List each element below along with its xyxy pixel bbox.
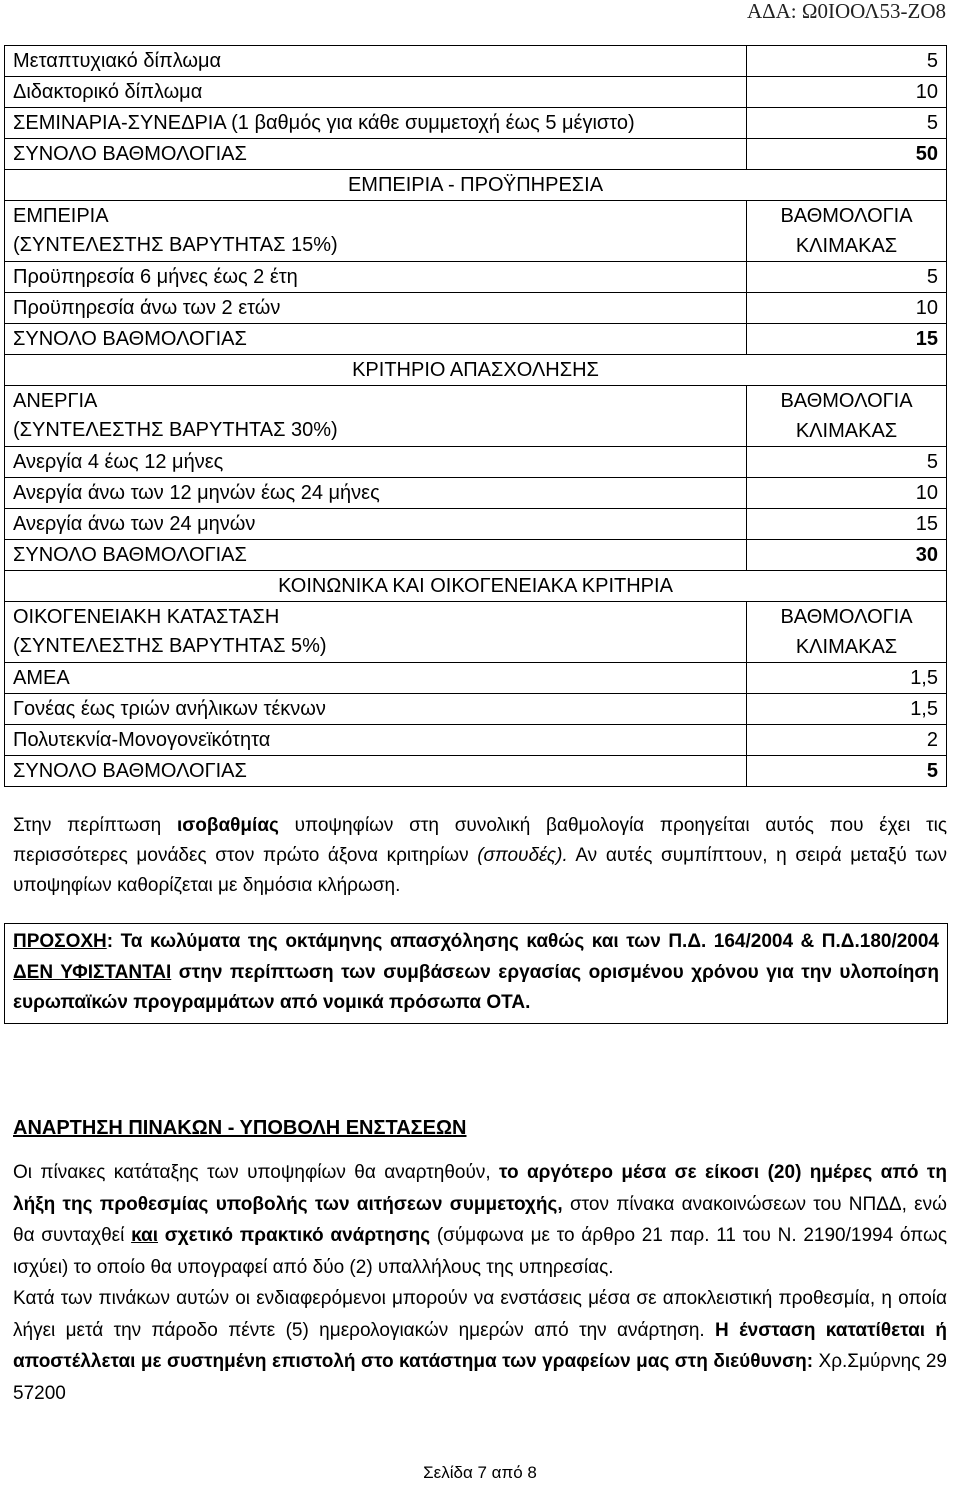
section-title: ΚΡΙΤΗΡΙΟ ΑΠΑΣΧΟΛΗΣΗΣ	[5, 355, 947, 386]
score-header-line: ΒΑΘΜΟΛΟΓΙΑ	[780, 205, 913, 227]
posting-bold-underlined: και	[131, 1225, 159, 1246]
row-label: Ανεργία άνω των 12 μηνών έως 24 μήνες	[5, 478, 747, 509]
posting-bold: σχετικό πρακτικό ανάρτησης	[164, 1225, 431, 1246]
row-value: 10	[747, 478, 947, 509]
tie-bold: ισοβαθμίας	[176, 815, 279, 836]
row-value: 1,5	[747, 663, 947, 694]
score-header-line: ΚΛΙΜΑΚΑΣ	[795, 420, 898, 442]
warning-text: : Τα κωλύματα της οκτάμηνης απασχόλησης καθώς και των Π.Δ. 164/2004 & Π.Δ.180/2004	[106, 931, 939, 952]
warning-box	[4, 923, 948, 1024]
subheader-line: ΟΙΚΟΓΕΝΕΙΑΚΗ ΚΑΤΑΣΤΑΣΗ	[13, 606, 280, 628]
posting-body	[13, 1157, 947, 1409]
posting-paragraph	[13, 1157, 947, 1283]
row-value: 15	[747, 509, 947, 540]
score-header-line: ΚΛΙΜΑΚΑΣ	[795, 235, 898, 257]
total-label: ΣΥΝΟΛΟ ΒΑΘΜΟΛΟΓΙΑΣ	[5, 139, 747, 170]
warning-label: ΠΡΟΣΟΧΗ	[13, 931, 107, 952]
row-value: 5	[747, 447, 947, 478]
posting-text	[158, 1225, 165, 1246]
posting-bold: το αργότερο μέσα σε είκοσι (20) ημέρες από τη λήξη της προθεσμίας υποβολής των αιτήσεων συμμετοχής,	[13, 1162, 947, 1215]
total-row	[5, 540, 947, 571]
row-label: Προϋπηρεσία 6 μήνες έως 2 έτη	[5, 262, 747, 293]
table-row	[5, 509, 947, 540]
section-title-row	[5, 170, 947, 201]
row-value: 5	[747, 262, 947, 293]
score-header-line: ΚΛΙΜΑΚΑΣ	[795, 636, 898, 658]
score-scale-header	[747, 201, 947, 262]
posting-text: Οι πίνακες κατάταξης των υποψηφίων θα αναρτηθούν,	[13, 1162, 500, 1183]
row-label: Ανεργία άνω των 24 μηνών	[5, 509, 747, 540]
subheader-line: ΑΝΕΡΓΙΑ	[13, 390, 98, 412]
total-row	[5, 324, 947, 355]
table-row	[5, 447, 947, 478]
table-row	[5, 46, 947, 77]
scoring-table	[4, 45, 947, 787]
warning-underlined: ΔΕΝ ΥΦΙΣΤΑΝΤΑΙ	[13, 961, 172, 983]
row-value: 10	[747, 293, 947, 324]
subheader-line: (ΣΥΝΤΕΛΕΣΤΗΣ ΒΑΡΥΤΗΤΑΣ 5%)	[13, 635, 327, 657]
total-label: ΣΥΝΟΛΟ ΒΑΘΜΟΛΟΓΙΑΣ	[5, 324, 747, 355]
score-header-line: ΒΑΘΜΟΛΟΓΙΑ	[780, 390, 913, 412]
subheader-line: (ΣΥΝΤΕΛΕΣΤΗΣ ΒΑΡΥΤΗΤΑΣ 30%)	[13, 419, 338, 441]
total-label: ΣΥΝΟΛΟ ΒΑΘΜΟΛΟΓΙΑΣ	[5, 756, 747, 787]
row-label: Γονέας έως τριών ανήλικων τέκνων	[5, 694, 747, 725]
row-value: 10	[747, 77, 947, 108]
section-title: ΚΟΙΝΩΝΙΚΑ ΚΑΙ ΟΙΚΟΓΕΝΕΙΑΚΑ ΚΡΙΤΗΡΙΑ	[5, 571, 947, 602]
subheader-label	[5, 386, 747, 447]
subheader-label	[5, 201, 747, 262]
posting-text: Χρ.Σμύρνης 29 57200	[13, 1351, 948, 1404]
score-header-line: ΒΑΘΜΟΛΟΓΙΑ	[780, 606, 913, 628]
subheader-line: ΕΜΠΕΙΡΙΑ	[13, 205, 109, 227]
table-row	[5, 293, 947, 324]
warning-text: στην περίπτωση των συμβάσεων εργασίας ορισμένου χρόνου για την υλοποίηση ευρωπαϊκών προγραμμάτων από νομικά πρόσωπα ΟΤΑ.	[13, 961, 939, 1013]
section-title-row	[5, 571, 947, 602]
tie-text: Στην περίπτωση	[13, 815, 177, 836]
subheader-row	[5, 386, 947, 447]
table-row	[5, 663, 947, 694]
row-label: Διδακτορικό δίπλωμα	[5, 77, 747, 108]
posting-paragraph	[13, 1283, 947, 1409]
table-row	[5, 725, 947, 756]
total-value: 15	[747, 324, 947, 355]
total-label: ΣΥΝΟΛΟ ΒΑΘΜΟΛΟΓΙΑΣ	[5, 540, 747, 571]
score-scale-header	[747, 602, 947, 663]
total-value: 50	[747, 139, 947, 170]
row-label: Προϋπηρεσία άνω των 2 ετών	[5, 293, 747, 324]
row-label: Μεταπτυχιακό δίπλωμα	[5, 46, 747, 77]
posting-text: στον πίνακα ανακοινώσεων του ΝΠΔΔ, ενώ θα συνταχθεί	[13, 1193, 947, 1246]
total-value: 30	[747, 540, 947, 571]
ada-code: ΑΔΑ: Ω0ΙΟΟΛ53-ΖΟ8	[746, 0, 946, 23]
page-number: Σελίδα 7 από 8	[423, 1463, 537, 1482]
table-row	[5, 108, 947, 139]
total-row	[5, 756, 947, 787]
row-value: 2	[747, 725, 947, 756]
row-label: Ανεργία 4 έως 12 μήνες	[5, 447, 747, 478]
subheader-row	[5, 201, 947, 262]
tie-italic: (σπουδές).	[477, 845, 568, 866]
tie-text: Αν αυτές συμπίπτουν, η σειρά μεταξύ των υποψηφίων καθορίζεται με δημόσια κλήρωση.	[13, 845, 947, 896]
row-value: 5	[747, 46, 947, 77]
table-row	[5, 77, 947, 108]
posting-text: Κατά των πινάκων αυτών οι ενδιαφερόμενοι μπορούν να ενστάσεις μέσα σε αποκλειστική προθεσμία, η οποία λήγει μετά την πάροδο πέντε (5) ημερολογιακών ημερών από την ανάρτηση.	[13, 1288, 947, 1341]
total-row	[5, 139, 947, 170]
row-value: 5	[747, 108, 947, 139]
tie-break-paragraph	[13, 811, 947, 901]
tie-text: υποψηφίων στη συνολική βαθμολογία προηγείται αυτός που έχει τις περισσότερες μονάδες στον πρώτο άξονα κριτηρίων	[13, 815, 947, 866]
subheader-row	[5, 602, 947, 663]
row-label: ΣΕΜΙΝΑΡΙΑ-ΣΥΝΕΔΡΙΑ (1 βαθμός για κάθε συμμετοχή έως 5 μέγιστο)	[5, 108, 747, 139]
table-row	[5, 262, 947, 293]
posting-text: (σύμφωνα με το άρθρο 21 παρ. 11 του Ν. 2190/1994 όπως ισχύει) το οποίο θα υπογραφεί από δύο (2) υπαλλήλους της υπηρεσίας.	[13, 1225, 948, 1278]
section-heading: ΑΝΑΡΤΗΣΗ ΠΙΝΑΚΩΝ - ΥΠΟΒΟΛΗ ΕΝΣΤΑΣΕΩΝ	[13, 1117, 467, 1139]
table-row	[5, 478, 947, 509]
table-row	[5, 694, 947, 725]
section-title-row	[5, 355, 947, 386]
section-title: ΕΜΠΕΙΡΙΑ - ΠΡΟΫΠΗΡΕΣΙΑ	[5, 170, 947, 201]
score-scale-header	[747, 386, 947, 447]
row-label: Πολυτεκνία-Μονογονεϊκότητα	[5, 725, 747, 756]
subheader-line: (ΣΥΝΤΕΛΕΣΤΗΣ ΒΑΡΥΤΗΤΑΣ 15%)	[13, 234, 338, 256]
posting-bold: Η ένσταση κατατίθεται ή αποστέλλεται με συστημένη επιστολή στο κατάστημα των γραφείων μας στη διεύθυνση:	[13, 1319, 947, 1372]
row-label: ΑΜΕΑ	[5, 663, 747, 694]
row-value: 1,5	[747, 694, 947, 725]
total-value: 5	[747, 756, 947, 787]
subheader-label	[5, 602, 747, 663]
